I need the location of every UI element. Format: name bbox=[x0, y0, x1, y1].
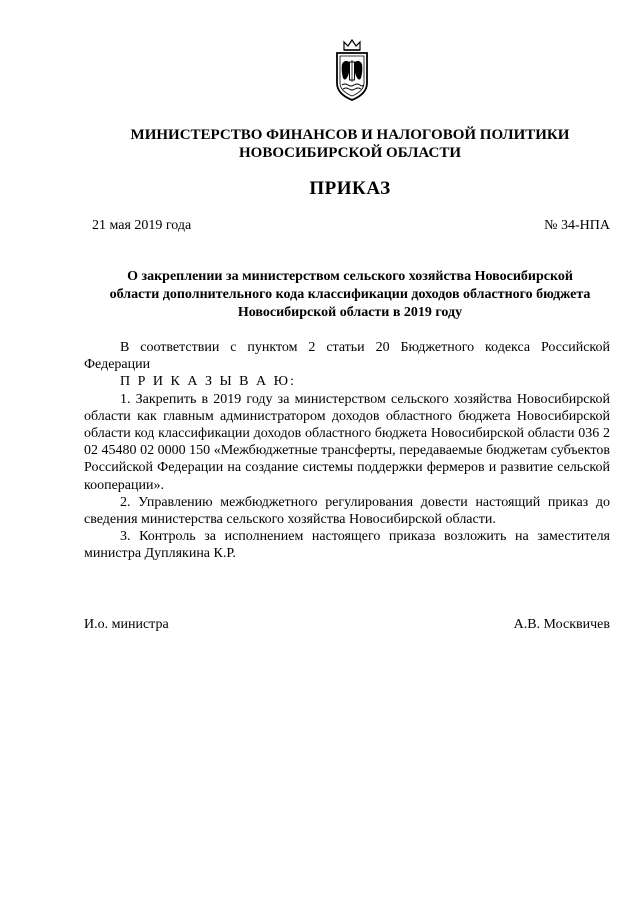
ministry-line-2: НОВОСИБИРСКОЙ ОБЛАСТИ bbox=[238, 145, 462, 161]
order-item-2: 2. Управлению межбюджетного регулирования довести настоящий приказ до сведения министерства сельского хозяйства Новосибирской области. bbox=[84, 494, 610, 528]
document-subject bbox=[60, 268, 640, 322]
signer-title: И.о. министра bbox=[84, 617, 169, 632]
signer-name: А.В. Москвичев bbox=[513, 617, 610, 632]
preamble-paragraph: В соответствии с пунктом 2 статьи 20 Бюджетного кодекса Российской Федерации bbox=[84, 340, 610, 373]
subject-line-1: О закреплении за министерством сельского хозяйства Новосибирской bbox=[127, 269, 573, 284]
subject-line-2: области дополнительного кода классификации доходов областного бюджета bbox=[109, 287, 591, 302]
order-item-3: 3. Контроль за исполнением настоящего приказа возложить на заместителя министра Дуплякина К.Р. bbox=[84, 529, 610, 562]
document-date: 21 мая 2019 года bbox=[92, 218, 192, 233]
ministry-line-1: МИНИСТЕРСТВО ФИНАНСОВ И НАЛОГОВОЙ ПОЛИТИКИ bbox=[130, 127, 570, 143]
order-item-1: 1. Закрепить в 2019 году за министерством сельского хозяйства Новосибирской области как главным администратором доходов областного бюджета Новосибирской области код классификации доходов областного бюджета Новосибирской области 036 2 02 45480 02 0000 150 «Межбюджетные трансферты, передаваемые бюджетам субъектов Российской Федерации на создание системы поддержки фермеров и развитие сельской кооперации». bbox=[84, 391, 610, 493]
coat-of-arms-icon bbox=[327, 38, 377, 104]
ministry-name bbox=[60, 126, 640, 162]
document-body bbox=[84, 339, 610, 563]
document-number: № 34-НПА bbox=[544, 218, 610, 233]
subject-line-3: Новосибирской области в 2019 году bbox=[237, 305, 463, 320]
document-type: ПРИКАЗ bbox=[309, 178, 391, 199]
order-word: П Р И К А З Ы В А Ю: bbox=[120, 374, 296, 390]
